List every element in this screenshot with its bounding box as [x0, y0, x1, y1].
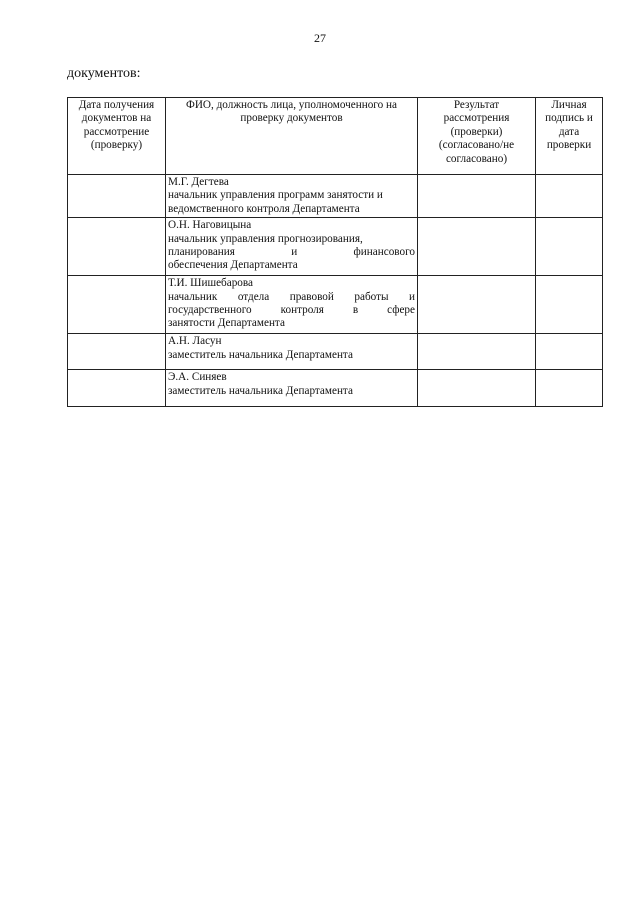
person-position-line: начальник управления прогнозирования, — [168, 232, 363, 245]
signature-cell — [536, 175, 603, 218]
header-authorized-person: ФИО, должность лица, уполномоченного на проверку документов — [166, 98, 418, 175]
result-cell — [418, 334, 536, 370]
date-cell — [68, 276, 166, 334]
approval-table — [67, 97, 603, 407]
person-position-line: ведомственного контроля Департамента — [168, 202, 360, 215]
header-row — [68, 98, 603, 175]
person-name: М.Г. Дегтева — [168, 176, 229, 188]
page-number: 27 — [314, 31, 326, 45]
person-cell — [166, 218, 418, 276]
table-row — [68, 334, 603, 370]
person-name: Т.И. Шишебарова — [168, 277, 253, 290]
date-cell — [68, 218, 166, 276]
header-date-received: Дата получения документов на рассмотрение (проверку) — [68, 98, 166, 175]
person-name: О.Н. Наговицына — [168, 219, 252, 232]
table-row — [68, 218, 603, 276]
person-position-line: планирования и финансового — [168, 246, 415, 259]
result-cell — [418, 276, 536, 334]
person-position-line: начальник отдела правовой работы и — [168, 290, 415, 303]
result-cell — [418, 370, 536, 407]
table-header — [68, 98, 603, 175]
person-position-line: обеспечения Департамента — [168, 259, 298, 272]
header-review-result: Результат рассмотрения (проверки) (согласовано/не согласовано) — [418, 98, 536, 175]
header-signature-date: Личная подпись и дата проверки — [536, 98, 603, 175]
date-cell — [68, 334, 166, 370]
table-body — [68, 175, 603, 407]
person-cell — [166, 334, 418, 370]
person-position-line: занятости Департамента — [168, 317, 285, 330]
person-name: А.Н. Ласун — [168, 335, 222, 348]
signature-cell — [536, 276, 603, 334]
person-cell — [166, 276, 418, 334]
date-cell — [68, 175, 166, 218]
signature-cell — [536, 370, 603, 407]
person-position-line: начальник управления программ занятости и — [168, 189, 383, 202]
table-row — [68, 276, 603, 334]
person-name: Э.А. Синяев — [168, 371, 227, 384]
person-cell — [166, 370, 418, 407]
signature-cell — [536, 218, 603, 276]
signature-cell — [536, 334, 603, 370]
table-row — [68, 175, 603, 218]
result-cell — [418, 175, 536, 218]
result-cell — [418, 218, 536, 276]
intro-text: документов: — [67, 66, 141, 81]
person-position-line: заместитель начальника Департамента — [168, 384, 353, 397]
person-position-line: государственного контроля в сфере — [168, 304, 415, 317]
table-row — [68, 370, 603, 407]
person-cell — [166, 175, 418, 218]
date-cell — [68, 370, 166, 407]
person-position-line: заместитель начальника Департамента — [168, 348, 353, 361]
